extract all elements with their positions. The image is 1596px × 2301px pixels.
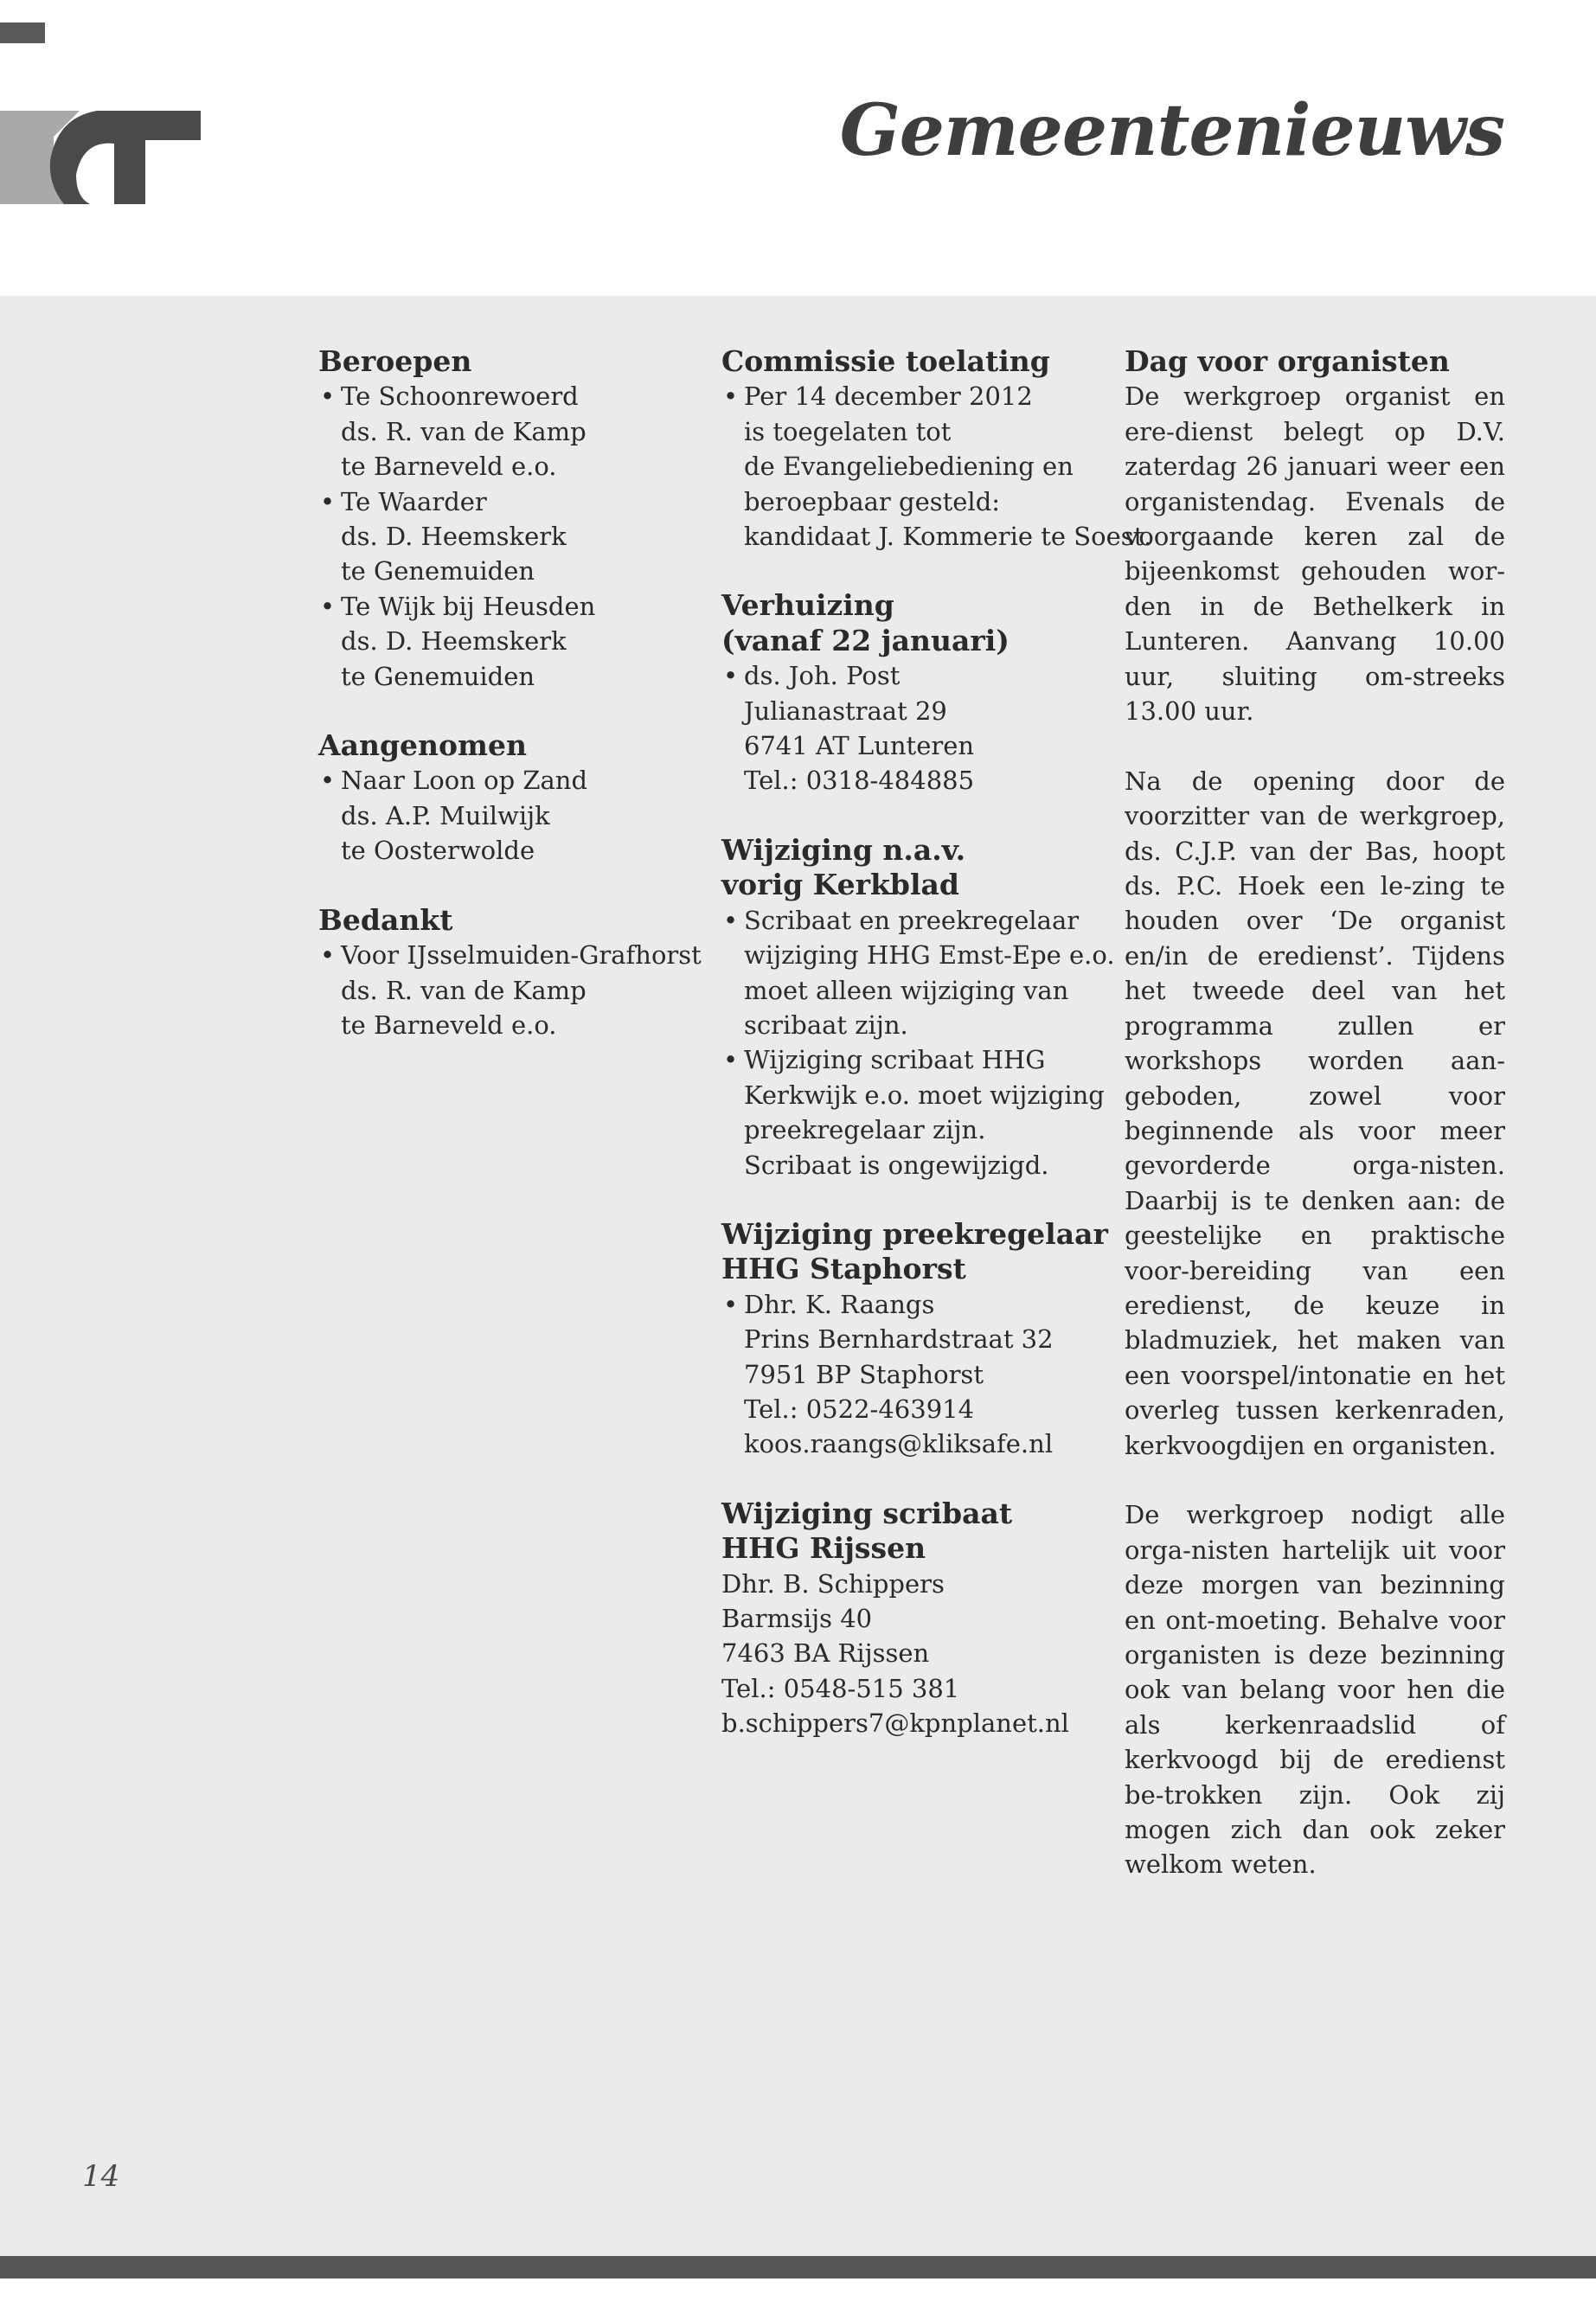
section-beroepen <box>318 344 682 694</box>
item-line: moet alleen wijziging van <box>744 975 1069 1005</box>
section-heading <box>721 833 1102 903</box>
section-wijziging-scribaat <box>721 1497 1102 1741</box>
item-line: wijziging HHG Emst-Epe e.o. <box>744 940 1115 971</box>
section-verhuizing <box>721 588 1102 798</box>
list-item <box>721 658 1102 798</box>
list-item <box>721 1042 1105 1183</box>
g-logo-icon <box>0 111 201 204</box>
item-line: de Evangeliebediening en <box>744 452 1074 482</box>
section-heading <box>721 344 1102 379</box>
item-line: te Genemuiden <box>341 661 535 691</box>
section-aangenomen <box>318 728 682 868</box>
item-line: ds. D. Heemskerk <box>341 626 567 657</box>
page-number: 14 <box>82 2159 120 2194</box>
top-edge-tab <box>0 22 45 43</box>
item-line: Julianastraat 29 <box>744 695 947 726</box>
item-line: • Te Schoonrewoerd <box>341 381 579 412</box>
item-line: • Te Waarder <box>341 486 487 516</box>
item-line: • ds. Joh. Post <box>744 661 901 691</box>
item-line: te Genemuiden <box>341 556 535 586</box>
address-line: Tel.: 0548-515 381 <box>721 1673 960 1703</box>
page-title: Gemeentenieuws <box>839 89 1504 172</box>
list-item <box>318 379 682 484</box>
item-line: scribaat zijn. <box>744 1009 908 1040</box>
item-line: • Voor IJsselmuiden-Grafhorst <box>341 940 702 971</box>
section-heading: Beroepen <box>318 344 472 378</box>
heading-line: Wijziging preekregelaar <box>721 1216 1108 1251</box>
address-line: Barmsijs 40 <box>721 1604 873 1633</box>
list-item <box>318 484 682 589</box>
section-heading <box>721 588 1102 658</box>
item-line: is toegelaten tot <box>744 416 952 446</box>
item-line: Kerkwijk e.o. moet wijziging <box>744 1080 1105 1110</box>
section-wijziging-kerkblad <box>721 832 1115 1183</box>
list-item <box>721 903 1115 1043</box>
item-line: • Naar Loon op Zand <box>341 766 588 796</box>
item-line: ds. R. van de Kamp <box>341 975 586 1005</box>
item-line: ds. D. Heemskerk <box>341 522 567 552</box>
heading-line: Verhuizing <box>721 588 894 623</box>
section-heading <box>721 1216 1108 1287</box>
column-left <box>318 344 702 1077</box>
footer-bar <box>0 2256 1596 2279</box>
item-line: kandidaat J. Kommerie te Soest. <box>744 522 1152 552</box>
item-line: 7951 BP Staphorst <box>744 1359 984 1389</box>
item-line: ds. A.P. Muilwijk <box>341 800 550 830</box>
list-item <box>721 1287 1102 1462</box>
heading-line: Commissie toelating <box>721 344 1050 378</box>
item-line: te Oosterwolde <box>341 836 535 866</box>
section-heading: Aangenomen <box>318 728 527 763</box>
section-bedankt <box>318 902 702 1043</box>
heading-line: (vanaf 22 januari) <box>721 623 1010 657</box>
item-line: • Per 14 december 2012 <box>744 381 1033 412</box>
paragraph: Na de opening door de voorzitter van de werkgroep, ds. C.J.P. van der Bas, hoopt ds. P.C. Hoek een le-zing te houden over ‘De organist en/in de eredienst’. Tijdens het tweede deel van het programma zullen er workshops worden aan-geboden, zowel voor beginnende als voor meer gevorderde orga-nisten. Daarbij is te denken aan: de geestelijke en praktische voor-bereiding van een eredienst, de keuze in bladmuziek, het maken van een voorspel/intonatie en het overleg tussen kerkenraden, kerkvoogdijen en organisten. <box>1125 766 1505 1460</box>
item-line: beroepbaar gesteld: <box>744 486 1001 516</box>
email-address: koos.raangs@kliksafe.nl <box>744 1429 1054 1459</box>
address-line: Dhr. B. Schippers <box>721 1568 945 1599</box>
heading-line: Wijziging n.a.v. <box>721 832 966 867</box>
column-middle <box>721 344 1152 1776</box>
heading-line: HHG Staphorst <box>721 1252 966 1286</box>
section-commissie-toelating <box>721 344 1152 554</box>
item-line: preekregelaar zijn. <box>744 1115 986 1145</box>
paragraph: De werkgroep nodigt alle orga-nisten hartelijk uit voor deze morgen van bezinning en ont-moeting. Behalve voor organisten is deze bezinning ook van belang voor hen die als kerkenraadslid of kerkvoogd bij de eredienst be-trokken zijn. Ook zij mogen zich dan ook zeker welkom weten. <box>1125 1500 1505 1880</box>
heading-line: vorig Kerkblad <box>721 868 959 902</box>
section-heading <box>721 1497 1102 1567</box>
item-line: ds. R. van de Kamp <box>341 416 586 446</box>
column-right <box>1125 344 1505 1917</box>
list-item <box>721 379 1152 554</box>
item-line: • Wijziging scribaat HHG <box>744 1045 1046 1075</box>
heading-line: Wijziging scribaat <box>721 1496 1013 1530</box>
address-line: 7463 BA Rijssen <box>721 1638 930 1669</box>
section-heading: Dag voor organisten <box>1125 344 1450 378</box>
list-item <box>318 938 702 1042</box>
item-line: te Barneveld e.o. <box>341 1009 557 1040</box>
item-line: te Barneveld e.o. <box>341 452 557 482</box>
item-line: • Scribaat en preekregelaar <box>744 905 1080 935</box>
heading-line: HHG Rijssen <box>721 1531 926 1566</box>
section-wijziging-preekregelaar <box>721 1216 1108 1462</box>
list-item <box>318 763 682 868</box>
email-address: b.schippers7@kpnplanet.nl <box>721 1708 1069 1739</box>
paragraph: De werkgroep organist en ere-dienst belegt op D.V. zaterdag 26 januari weer een organistendag. Evenals de voorgaande keren zal de bijeenkomst gehouden wor-den in de Bethelkerk in Lunteren. Aanvang 10.00 uur, sluiting om-streeks 13.00 uur. <box>1125 381 1505 727</box>
item-line: Scribaat is ongewijzigd. <box>744 1150 1049 1180</box>
item-line: Prins Bernhardstraat 32 <box>744 1324 1054 1355</box>
item-line: • Te Wijk bij Heusden <box>341 591 596 621</box>
item-line: Tel.: 0318-484885 <box>744 766 975 796</box>
list-item <box>318 589 682 694</box>
item-line: • Dhr. K. Raangs <box>744 1289 935 1319</box>
section-heading: Bedankt <box>318 902 453 937</box>
item-line: Tel.: 0522-463914 <box>744 1394 975 1424</box>
item-line: 6741 AT Lunteren <box>744 731 975 761</box>
